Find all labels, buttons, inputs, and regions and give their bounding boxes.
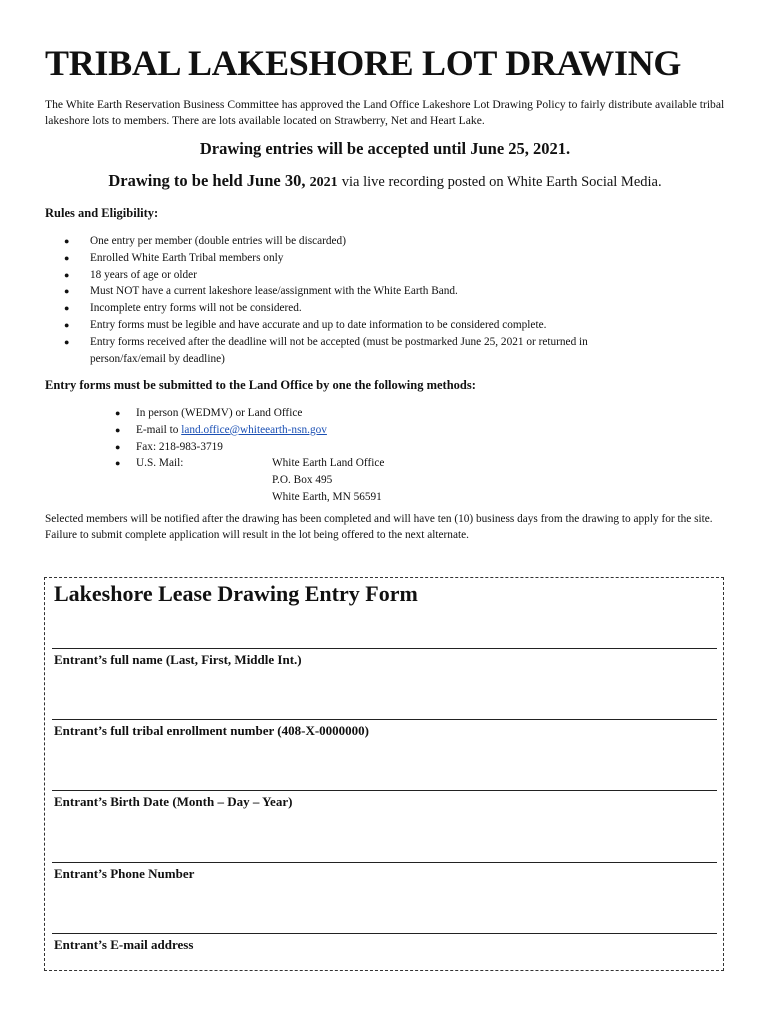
entry-form [44, 577, 724, 971]
rules-heading: Rules and Eligibility: [45, 206, 159, 220]
bullet-icon: ● [115, 458, 121, 469]
bullet-icon: ● [64, 286, 70, 297]
email-input-line[interactable] [52, 933, 717, 934]
list-item: ● 18 years of age or older [64, 267, 664, 284]
birth-date-label: Entrant’s Birth Date (Month – Day – Year) [54, 794, 293, 809]
phone-number-input-line[interactable] [52, 862, 717, 863]
bullet-icon: ● [115, 441, 121, 452]
enrollment-number-input-line[interactable] [52, 719, 717, 720]
list-item [115, 455, 615, 505]
drawing-year: 2021 [309, 175, 338, 190]
notification-paragraph: Selected members will be notified after the drawing has been completed and will have ten (10) business days from the drawing to apply for the site. Failure to submit complete application will result in the lot being offered to the next alternate. [45, 513, 713, 541]
enrollment-number-label: Entrant’s full tribal enrollment number (408-X-0000000) [54, 723, 369, 738]
email-link[interactable]: land.office@whiteearth-nsn.gov [181, 423, 327, 436]
bullet-icon: ● [115, 424, 121, 435]
drawing-date-line [0, 171, 770, 191]
list-item: ● Incomplete entry forms will not be considered. [64, 300, 664, 317]
rules-list [64, 233, 664, 367]
list-item: ● In person (WEDMV) or Land Office [115, 405, 615, 422]
list-item: ● E-mail to land.office@whiteearth-nsn.gov [115, 422, 615, 439]
entry-deadline: Drawing entries will be accepted until June 25, 2021. [199, 139, 571, 158]
list-item: ● Entry forms received after the deadline will not be accepted (must be postmarked June 25, 2021 or returned in person/fax/email by deadline) [64, 335, 588, 365]
bullet-icon: ● [64, 269, 70, 280]
list-item: ● Enrolled White Earth Tribal members only [64, 250, 664, 267]
email-address-label: Entrant’s E-mail address [54, 937, 194, 952]
mailing-address: White Earth Land Office P.O. Box 495 White Earth, MN 56591 [272, 457, 385, 503]
methods-heading: Entry forms must be submitted to the Land Office by one the following methods: [45, 378, 476, 392]
intro-paragraph: The White Earth Reservation Business Committee has approved the Land Office Lakeshore Lot Drawing Policy to fairly distribute available tribal lakeshore lots to members. There are lots available located on Strawberry, Net and Heart Lake. [45, 98, 725, 127]
full-name-label: Entrant’s full name (Last, First, Middle Int.) [54, 652, 302, 667]
list-item: ● One entry per member (double entries will be discarded) [64, 233, 664, 250]
bullet-icon: ● [64, 303, 70, 314]
full-name-input-line[interactable] [52, 648, 717, 649]
methods-list [115, 405, 615, 506]
drawing-date: Drawing to be held June 30, [108, 171, 306, 190]
bullet-icon: ● [115, 408, 121, 418]
bullet-icon: ● [64, 319, 70, 330]
birth-date-input-line[interactable] [52, 790, 717, 791]
bullet-icon: ● [64, 336, 70, 347]
form-title: Lakeshore Lease Drawing Entry Form [54, 581, 418, 606]
drawing-venue: via live recording posted on White Earth Social Media. [341, 174, 662, 190]
phone-number-label: Entrant’s Phone Number [54, 866, 195, 881]
bullet-icon: ● [64, 252, 70, 263]
document-title: TRIBAL LAKESHORE LOT DRAWING [45, 43, 682, 83]
list-item: ● Must NOT have a current lakeshore lease/assignment with the White Earth Band. [64, 283, 664, 300]
list-item: ● Fax: 218-983-3719 [115, 439, 615, 456]
list-item: ● Entry forms must be legible and have accurate and up to date information to be considered complete. [64, 317, 664, 334]
bullet-icon: ● [64, 236, 70, 246]
mail-label: U.S. Mail: [136, 457, 184, 470]
